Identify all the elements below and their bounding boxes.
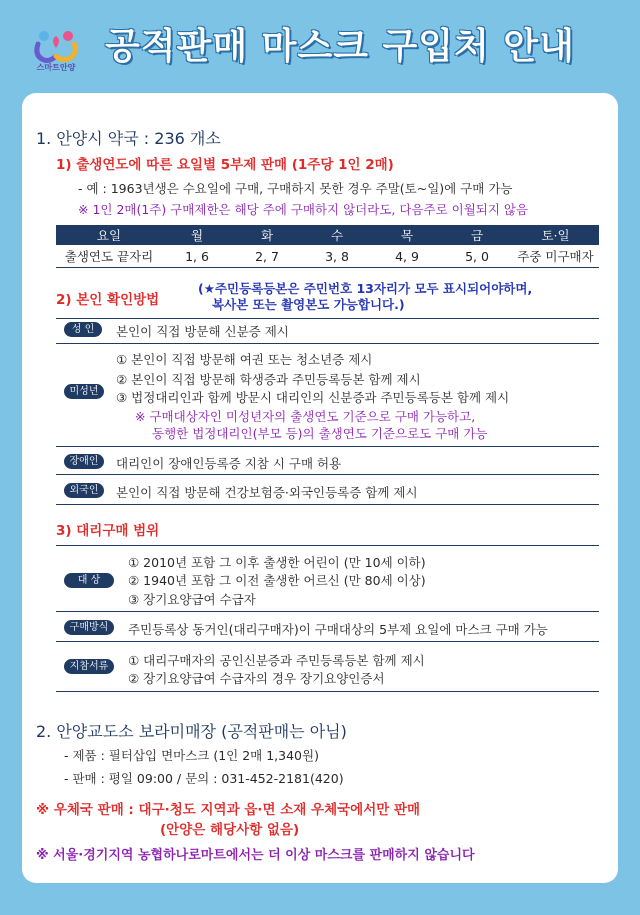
target-item: ① 2010년 포함 그 이후 출생한 어린이 (만 10세 이하) bbox=[128, 555, 426, 570]
sub3-title: 3) 대리구매 범위 bbox=[56, 523, 160, 539]
sub1-example: - 예 : 1963년생은 수요일에 구매, 구매하지 못한 경우 주말(토~일)에 구매 가능 bbox=[78, 181, 513, 196]
badge-target: 대 상 bbox=[64, 573, 114, 588]
minor-item: ② 본인이 직접 방문해 학생증과 주민등록등본 함께 제시 bbox=[116, 372, 421, 387]
table-cell: 5, 0 bbox=[442, 245, 512, 268]
divider bbox=[56, 446, 599, 447]
table-cell: 3, 8 bbox=[302, 245, 372, 268]
minor-note-line2: 동행한 법정대리인(부모 등)의 출생연도 기준으로도 구매 가능 bbox=[152, 426, 488, 441]
info-card bbox=[22, 93, 618, 883]
nh-note: ※ 서울·경기지역 농협하나로마트에서는 더 이상 마스크를 판매하지 않습니다 bbox=[36, 848, 475, 863]
table-cell: 출생연도 끝자리 bbox=[56, 245, 162, 268]
post-note-line2: (안양은 해당사항 없음) bbox=[160, 822, 300, 838]
divider bbox=[56, 318, 599, 319]
table-header: 금 bbox=[442, 225, 512, 245]
divider bbox=[56, 343, 599, 344]
divider bbox=[56, 641, 599, 642]
method-text: 주민등록상 동거인(대리구매자)이 구매대상의 5부제 요일에 마스크 구매 가능 bbox=[128, 622, 548, 637]
table-row bbox=[56, 245, 599, 268]
table-header: 목 bbox=[372, 225, 442, 245]
weekday-table bbox=[56, 225, 599, 268]
foreigner-text: 본인이 직접 방문해 건강보험증·외국인등록증 함께 제시 bbox=[116, 485, 418, 500]
post-note-line1: ※ 우체국 판매 : 대구·청도 지역과 읍·면 소재 우체국에서만 판매 bbox=[36, 802, 421, 818]
sub1-note: ※ 1인 2매(1주) 구매제한은 해당 주에 구매하지 않더라도, 다음주로 이월되지 않음 bbox=[78, 202, 529, 217]
section2-sale: - 판매 : 평일 09:00 / 문의 : 031-452-2181(420) bbox=[64, 771, 344, 786]
header bbox=[0, 0, 640, 90]
minor-item: ③ 법정대리인과 함께 방문시 대리인의 신분증과 주민등록등본 함께 제시 bbox=[116, 390, 510, 405]
table-header: 토·일 bbox=[512, 225, 599, 245]
divider bbox=[56, 504, 599, 505]
table-cell: 주중 미구매자 bbox=[512, 245, 599, 268]
target-item: ② 1940년 포함 그 이전 출생한 어르신 (만 80세 이상) bbox=[128, 573, 426, 588]
table-header: 수 bbox=[302, 225, 372, 245]
badge-documents: 지참서류 bbox=[64, 659, 114, 674]
table-cell: 1, 6 bbox=[162, 245, 232, 268]
target-item: ③ 장기요양급여 수급자 bbox=[128, 592, 256, 607]
table-header-row bbox=[56, 225, 599, 245]
table-header: 월 bbox=[162, 225, 232, 245]
divider bbox=[56, 474, 599, 475]
page-title: 공적판매 마스크 구입처 안내 bbox=[105, 26, 575, 67]
logo-text: 스마트안양 bbox=[36, 63, 76, 72]
sub1-title: 1) 출생연도에 따른 요일별 5부제 판매 (1주당 1인 2매) bbox=[56, 157, 394, 173]
table-cell: 2, 7 bbox=[232, 245, 302, 268]
sub2-note-line2: 복사본 또는 촬영본도 가능합니다.) bbox=[212, 297, 405, 312]
section1-title: 1. 안양시 약국 : 236 개소 bbox=[36, 129, 221, 148]
minor-item: ① 본인이 직접 방문해 여권 또는 청소년증 제시 bbox=[116, 352, 373, 367]
badge-disabled: 장애인 bbox=[64, 454, 104, 469]
badge-adult: 성 인 bbox=[64, 322, 102, 337]
section2-title: 2. 안양교도소 보라미매장 (공적판매는 아님) bbox=[36, 722, 347, 741]
documents-item: ② 장기요양급여 수급자의 경우 장기요양인증서 bbox=[128, 671, 385, 686]
section2-product: - 제품 : 필터삽입 면마스크 (1인 2매 1,340원) bbox=[64, 748, 319, 763]
badge-method: 구매방식 bbox=[64, 620, 114, 635]
disabled-text: 대리인이 장애인등록증 지참 시 구매 허용 bbox=[116, 456, 342, 471]
divider bbox=[56, 691, 599, 692]
badge-minor: 미성년 bbox=[64, 384, 104, 399]
divider bbox=[56, 611, 599, 612]
sub2-title: 2) 본인 확인방법 bbox=[56, 292, 160, 308]
table-header: 화 bbox=[232, 225, 302, 245]
minor-note-line1: ※ 구매대상자인 미성년자의 출생연도 기준으로 구매 가능하고, bbox=[135, 409, 476, 424]
sub2-note-line1: (★주민등록등본은 주민번호 13자리가 모두 표시되어야하며, bbox=[198, 281, 533, 296]
adult-text: 본인이 직접 방문해 신분증 제시 bbox=[116, 324, 289, 339]
table-header: 요일 bbox=[56, 225, 162, 245]
table-cell: 4, 9 bbox=[372, 245, 442, 268]
documents-item: ① 대리구매자의 공인신분증과 주민등록등본 함께 제시 bbox=[128, 653, 425, 668]
badge-foreigner: 외국인 bbox=[64, 483, 104, 498]
divider bbox=[56, 545, 599, 546]
